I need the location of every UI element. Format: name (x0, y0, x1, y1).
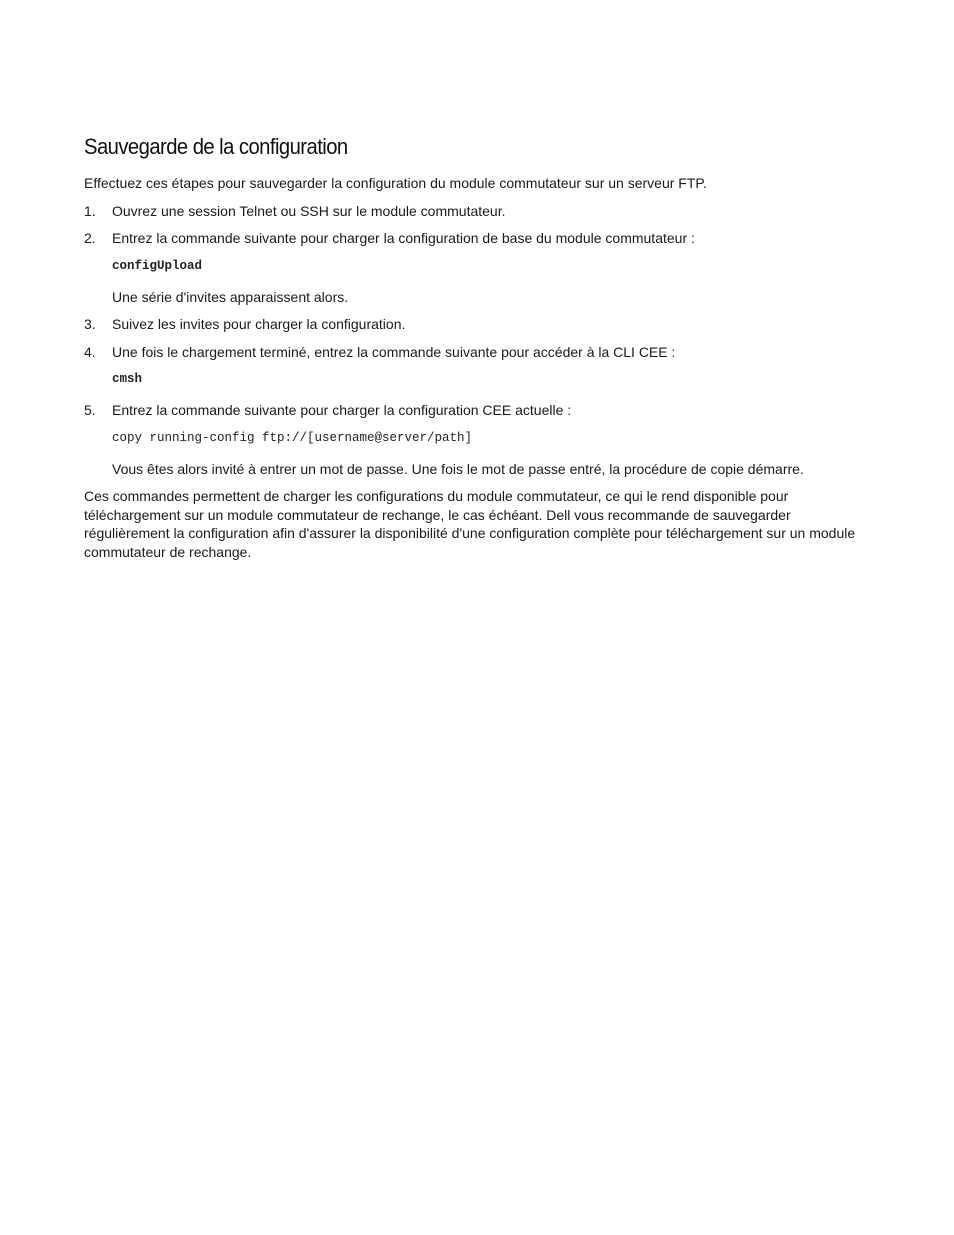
step-text: Suivez les invites pour charger la configuration. (112, 316, 406, 332)
section-title: Sauvegarde de la configuration (84, 134, 348, 159)
step-3 (84, 315, 864, 334)
closing-paragraph: Ces commandes permettent de charger les configurations du module commutateur, ce qui le rend disponible pour téléchargement sur un module commutateur de rechange, le cas échéant. Dell vous recommande de sauvegarder régulièrement la configuration afin d'assurer la disponibilité d'une configuration complète pour téléchargement sur un module commutateur de rechange. (84, 488, 856, 560)
document-page (84, 132, 864, 561)
intro-paragraph: Effectuez ces étapes pour sauvegarder la configuration du module commutateur sur un serveur FTP. (84, 175, 707, 191)
step-5 (84, 401, 864, 478)
step-note: Vous êtes alors invité à entrer un mot de passe. Une fois le mot de passe entré, la procédure de copie démarre. (112, 460, 804, 477)
step-text: Entrez la commande suivante pour charger la configuration de base du module commutateur : (112, 230, 695, 246)
command-config-upload: configUpload (112, 258, 203, 273)
step-text: Ouvrez une session Telnet ou SSH sur le module commutateur. (112, 202, 506, 219)
steps-list (84, 202, 864, 479)
command-copy-running-config: copy running-config ftp://[username@server/path] (112, 430, 473, 445)
step-4 (84, 343, 864, 388)
step-1 (84, 202, 864, 221)
step-2 (84, 229, 864, 306)
step-number: 4. (84, 343, 96, 360)
step-note: Une série d'invites apparaissent alors. (112, 288, 349, 305)
step-text: Entrez la commande suivante pour charger la configuration CEE actuelle : (112, 402, 572, 418)
command-cmsh: cmsh (112, 372, 143, 386)
step-text: Une fois le chargement terminé, entrez la commande suivante pour accéder à la CLI CEE : (112, 343, 676, 360)
step-number: 5. (84, 402, 96, 418)
step-number: 2. (84, 230, 96, 246)
step-number: 3. (84, 316, 96, 332)
step-number: 1. (84, 202, 96, 219)
